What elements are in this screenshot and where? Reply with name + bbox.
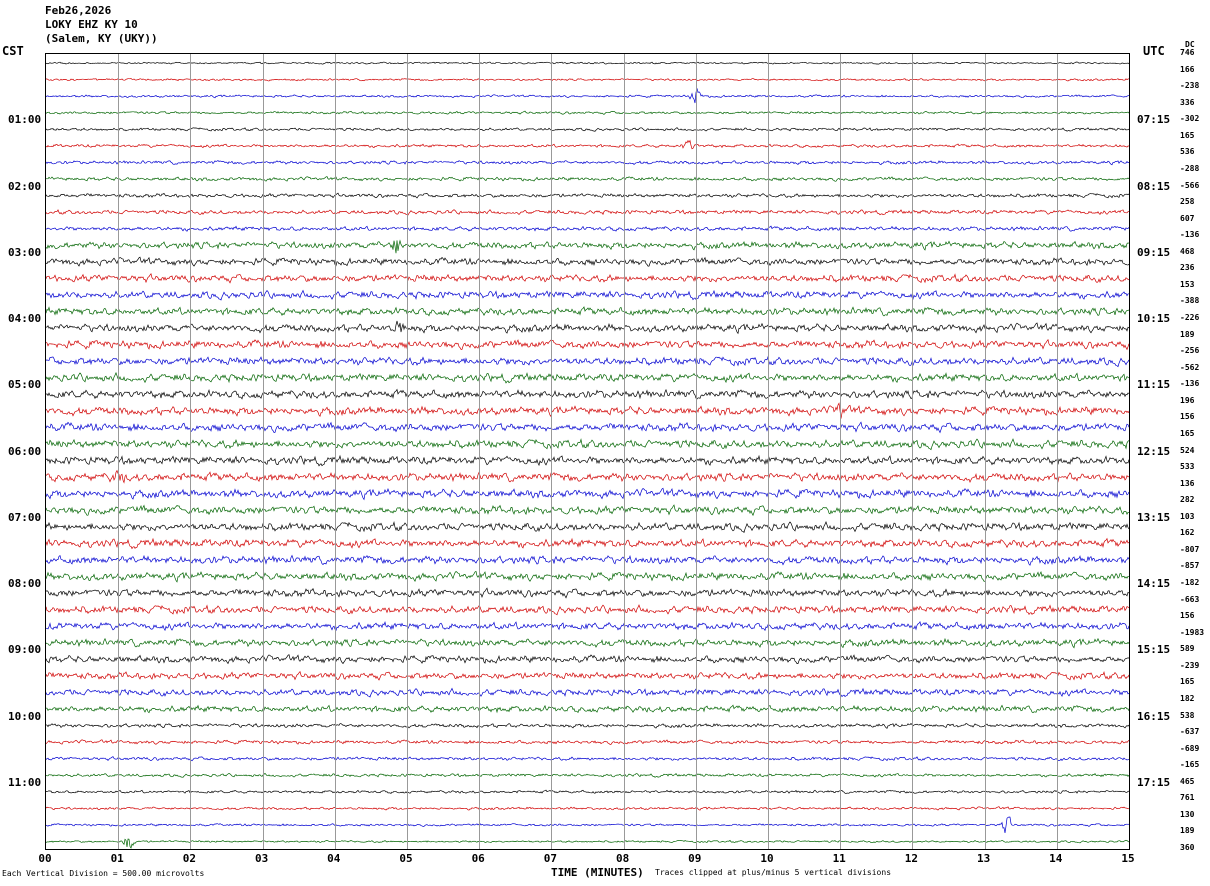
seismic-trace [46, 689, 1129, 698]
seismic-trace [46, 357, 1129, 367]
x-tick-label: 00 [38, 852, 52, 865]
x-tick-label: 11 [832, 852, 846, 865]
dc-value: 360 [1180, 843, 1195, 852]
right-time-label: 10:15 [1137, 312, 1171, 325]
seismic-trace [46, 655, 1129, 664]
seismic-trace [46, 390, 1129, 400]
dc-value: -857 [1180, 561, 1200, 571]
right-time-label: 09:15 [1137, 245, 1171, 259]
dc-value: 468 [1180, 246, 1195, 256]
left-time-label: 11:00 [8, 775, 42, 789]
x-tick-label: 14 [1049, 852, 1063, 865]
right-time-label: 17:15 [1137, 775, 1171, 789]
seismogram-plot [45, 53, 1130, 850]
grid-line-vertical [118, 54, 119, 849]
dc-value: -637 [1180, 727, 1200, 737]
dc-value: 165 [1180, 428, 1195, 438]
dc-value: 761 [1180, 793, 1195, 803]
right-time-label: 07:15 [1137, 113, 1171, 127]
dc-value: 165 [1180, 677, 1195, 687]
seismic-trace [46, 723, 1129, 728]
right-axis-label: UTC [1143, 44, 1165, 58]
seismic-trace [46, 373, 1129, 383]
grid-line-vertical [335, 54, 336, 849]
scale-note-text: Each Vertical Division = 500.00 microvolts [2, 869, 205, 878]
seismic-trace [46, 177, 1129, 182]
x-axis-title: TIME (MINUTES) [551, 866, 644, 879]
seismic-trace [46, 291, 1129, 301]
right-time-label: 08:15 [1137, 179, 1171, 193]
dc-value: 196 [1180, 395, 1195, 405]
x-tick-label: 13 [976, 852, 991, 865]
right-time-label: 16:15 [1137, 709, 1171, 723]
grid-line-vertical [912, 54, 913, 849]
seismic-trace [46, 522, 1129, 532]
dc-value: -182 [1180, 578, 1200, 587]
seismic-trace [46, 307, 1129, 316]
header-date: Feb26,2026 [45, 4, 112, 17]
seismic-trace [46, 79, 1129, 82]
grid-line-vertical [263, 54, 264, 849]
grid-line-vertical [985, 54, 986, 849]
left-time-label: 09:00 [8, 643, 42, 657]
seismic-trace [46, 807, 1129, 811]
seismic-trace [46, 88, 1129, 103]
dc-value: -239 [1180, 660, 1200, 670]
dc-value: 189 [1180, 329, 1195, 339]
seismic-trace [46, 773, 1129, 777]
seismic-trace [46, 62, 1129, 64]
seismic-trace [46, 622, 1129, 631]
grid-line-vertical [551, 54, 552, 849]
seismic-trace [46, 605, 1129, 615]
dc-value: -256 [1180, 346, 1200, 356]
header-station: LOKY EHZ KY 10 [45, 18, 138, 31]
dc-value: 103 [1180, 511, 1195, 521]
left-time-label: 01:00 [8, 113, 42, 127]
right-time-label: 11:15 [1137, 378, 1171, 392]
seismic-trace [46, 471, 1129, 483]
seismic-trace [46, 556, 1129, 566]
seismic-trace [46, 571, 1129, 582]
seismic-trace [46, 839, 1129, 848]
left-time-label: 06:00 [8, 444, 42, 458]
dc-value: -165 [1180, 760, 1200, 770]
seismic-trace [46, 456, 1129, 466]
dc-value: 538 [1180, 710, 1195, 720]
dc-value: 189 [1180, 826, 1195, 836]
dc-value: 465 [1180, 776, 1195, 786]
left-time-label: 02:00 [8, 179, 42, 193]
x-tick-label: 09 [688, 852, 702, 865]
seismic-trace [46, 128, 1129, 132]
seismic-trace [46, 439, 1129, 450]
left-time-label: 08:00 [8, 577, 42, 590]
seismic-trace [46, 705, 1129, 713]
seismic-trace [46, 274, 1129, 283]
left-time-label: 05:00 [8, 378, 42, 392]
x-tick-label: 08 [615, 852, 630, 865]
grid-line-vertical [840, 54, 841, 849]
grid-line-vertical [407, 54, 408, 849]
seismic-trace [46, 193, 1129, 198]
grid-line-vertical [768, 54, 769, 849]
dc-value: 236 [1180, 263, 1195, 273]
dc-value: 336 [1180, 97, 1195, 107]
x-tick-label: 15 [1121, 852, 1135, 865]
grid-line-vertical [1057, 54, 1058, 849]
left-axis-label: CST [2, 44, 24, 58]
dc-column-label: DC [1185, 40, 1195, 49]
scale-note [2, 869, 204, 878]
seismic-trace [46, 588, 1129, 598]
dc-value: 156 [1180, 412, 1195, 422]
dc-value: 166 [1180, 64, 1195, 74]
seismic-trace [46, 672, 1129, 680]
x-tick-label: 12 [904, 852, 919, 865]
dc-value: -689 [1180, 743, 1200, 753]
grid-line-vertical [479, 54, 480, 849]
seismic-trace [46, 639, 1129, 648]
dc-value: 136 [1180, 478, 1195, 488]
seismic-trace [46, 226, 1129, 231]
grid-line-vertical [696, 54, 697, 849]
dc-value: -226 [1180, 313, 1200, 322]
seismic-trace [46, 790, 1129, 793]
x-tick-label: 02 [182, 852, 197, 865]
seismic-trace [46, 240, 1129, 253]
dc-value: 153 [1180, 279, 1195, 289]
trace-canvas [46, 54, 1129, 849]
dc-value: 130 [1180, 809, 1195, 819]
seismic-trace [46, 740, 1129, 745]
seismic-trace [46, 340, 1129, 350]
dc-value: 162 [1180, 528, 1195, 538]
dc-value: -807 [1180, 544, 1200, 554]
seismic-trace [46, 539, 1129, 549]
seismic-trace [46, 488, 1129, 499]
x-tick-label: 07 [543, 852, 558, 865]
x-tick-label: 04 [327, 852, 341, 865]
seismic-trace [46, 505, 1129, 515]
dc-value: 165 [1180, 130, 1195, 140]
dc-value: 258 [1180, 197, 1195, 207]
seismic-trace [46, 257, 1129, 266]
x-tick-label: 03 [254, 852, 269, 865]
dc-value: -562 [1180, 362, 1200, 372]
seismic-trace [46, 161, 1129, 165]
left-time-label: 10:00 [8, 709, 42, 723]
seismic-trace [46, 422, 1129, 432]
dc-value: -663 [1180, 594, 1200, 604]
dc-value: -288 [1180, 163, 1200, 173]
x-tick-label: 06 [471, 852, 485, 865]
right-time-label: 14:15 [1137, 577, 1171, 590]
dc-value: 536 [1180, 147, 1195, 157]
seismic-trace [46, 141, 1129, 149]
dc-value: 156 [1180, 611, 1195, 621]
dc-value: 607 [1180, 213, 1195, 223]
x-tick-label: 05 [399, 852, 413, 865]
left-time-label: 04:00 [8, 312, 42, 325]
seismic-trace [46, 403, 1129, 418]
clip-note: Traces clipped at plus/minus 5 vertical divisions [655, 868, 892, 877]
seismic-trace [46, 210, 1129, 215]
right-time-label: 13:15 [1137, 510, 1171, 524]
seismic-trace [46, 111, 1129, 114]
x-tick-label: 01 [110, 852, 124, 865]
grid-line-vertical [190, 54, 191, 849]
left-time-label: 03:00 [8, 245, 42, 259]
dc-value: -136 [1180, 230, 1200, 240]
dc-value: -302 [1180, 114, 1200, 124]
right-time-label: 12:15 [1137, 444, 1171, 458]
dc-value: 524 [1180, 445, 1195, 455]
dc-value: 746 [1180, 48, 1195, 57]
dc-value: -238 [1180, 81, 1200, 91]
right-time-label: 15:15 [1137, 643, 1171, 657]
dc-value: 282 [1180, 495, 1195, 505]
dc-value: -136 [1180, 379, 1200, 389]
x-tick-label: 10 [760, 852, 774, 865]
seismic-trace [46, 757, 1129, 761]
dc-value: 182 [1180, 693, 1195, 703]
left-time-label: 07:00 [8, 510, 42, 524]
header-location: (Salem, KY (UKY)) [45, 32, 158, 45]
grid-line-vertical [624, 54, 625, 849]
seismic-trace [46, 321, 1129, 333]
dc-value: 533 [1180, 462, 1195, 472]
dc-value: -1983 [1180, 627, 1205, 637]
dc-value: -566 [1180, 180, 1200, 190]
seismic-trace [46, 817, 1129, 833]
dc-value: 589 [1180, 644, 1195, 654]
dc-value: -388 [1180, 296, 1200, 306]
